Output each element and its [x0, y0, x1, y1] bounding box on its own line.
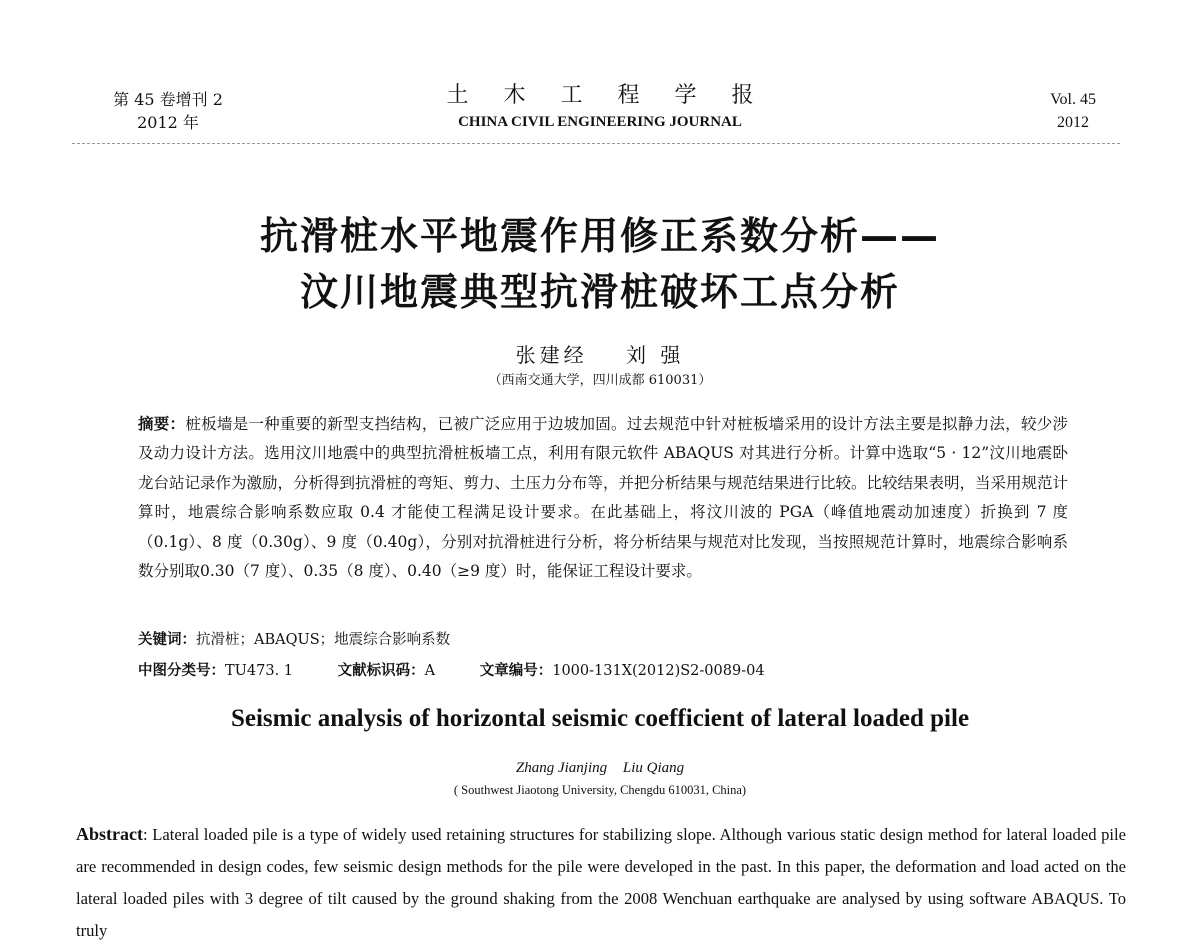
journal-name-en: CHINA CIVIL ENGINEERING JOURNAL — [458, 114, 742, 130]
keywords — [138, 629, 450, 651]
abstract-en-text: : Lateral loaded pile is a type of widely used retaining structures for stabilizing slope. Although various static design method for lateral loaded pile are recommended in design codes, few seismic design methods for the pile were developed in the past. In this paper, the deformation and load acted on the lateral loaded piles with 3 degree of tilt caused by the ground shaking from the 2008 Wenchuan earthquake are analysed by using software ABAQUS. To truly — [76, 825, 1126, 940]
clc-label: 中图分类号： — [138, 663, 225, 679]
article-number-value: 1000-131X(2012)S2-0089-04 — [552, 663, 765, 679]
header-volume-info — [88, 88, 248, 134]
author-2: 刘 强 — [626, 343, 685, 367]
clc-value: TU473. 1 — [225, 663, 294, 679]
classification-line — [138, 660, 805, 682]
header-year-en: 2012 — [1057, 114, 1090, 131]
header-year-cn: 2012 年 — [137, 113, 199, 132]
author-1: 张建经 — [515, 343, 588, 367]
authors-en — [300, 758, 900, 778]
affiliation-cn: （西南交通大学，四川成都 610031） — [488, 373, 712, 388]
author-en-2: Liu Qiang — [622, 760, 685, 776]
article-number-label: 文章编号： — [479, 663, 553, 679]
header-volume-en — [1050, 88, 1096, 134]
paper-title-cn — [100, 208, 1100, 320]
header-volume-cn: 第 45 卷增刊 2 — [113, 90, 223, 109]
header-divider — [72, 143, 1120, 144]
affiliation-en: ( Southwest Jiaotong University, Chengdu 610031, China) — [453, 783, 747, 797]
doc-code-value: A — [424, 663, 436, 679]
abstract-cn-text: 桩板墙是一种重要的新型支挡结构，已被广泛应用于边坡加固。过去规范中针对桩板墙采用的设计方法主要是拟静力法，较少涉及动力设计方法。选用汶川地震中的典型抗滑桩板墙工点，利用有限元软件 ABAQUS 对其进行分析。计算中选取“5 · 12”汶川地震卧龙台站记录作为激励，分析得到抗滑桩的弯矩、剪力、土压力分布等，并把分析结果与规范结果进行比较。比较结果表明，当采用规范计算时，地震综合影响系数应取 0.4 才能使工程满足设计要求。在此基础上，将汶川波的 PGA（峰值地震动加速度）折换到 7 度（0.1g）、8 度（0.30g）、9 度（0.40g），分别对抗滑桩进行分析，将分析结果与规范对比发现，当按照规范计算时，地震综合影响系数分别取0.30（7 度）、0.35（8 度）、0.40（≥9 度）时，能保证工程设计要求。 — [138, 415, 1069, 581]
keywords-text: 抗滑桩；ABAQUS；地震综合影响系数 — [196, 632, 451, 648]
abstract-cn — [138, 410, 1068, 586]
journal-name-cn: 土 木 工 程 学 报 — [446, 83, 768, 108]
keywords-label: 关键词： — [138, 632, 196, 648]
abstract-en — [76, 818, 1126, 947]
title-line-1: 抗滑桩水平地震作用修正系数分析—— — [259, 214, 940, 258]
abstract-en-label: Abstract — [76, 824, 143, 844]
doc-code-label: 文献标识码： — [337, 663, 425, 679]
abstract-cn-label: 摘要： — [138, 415, 186, 433]
paper-title-en: Seismic analysis of horizontal seismic coefficient of lateral loaded pile — [230, 705, 970, 732]
header-journal — [380, 83, 820, 133]
authors-cn — [300, 342, 900, 368]
header-vol-en: Vol. 45 — [1050, 91, 1096, 108]
author-en-1: Zhang Jianjing — [515, 760, 608, 776]
title-line-2: 汶川地震典型抗滑桩破坏工点分析 — [299, 270, 900, 314]
